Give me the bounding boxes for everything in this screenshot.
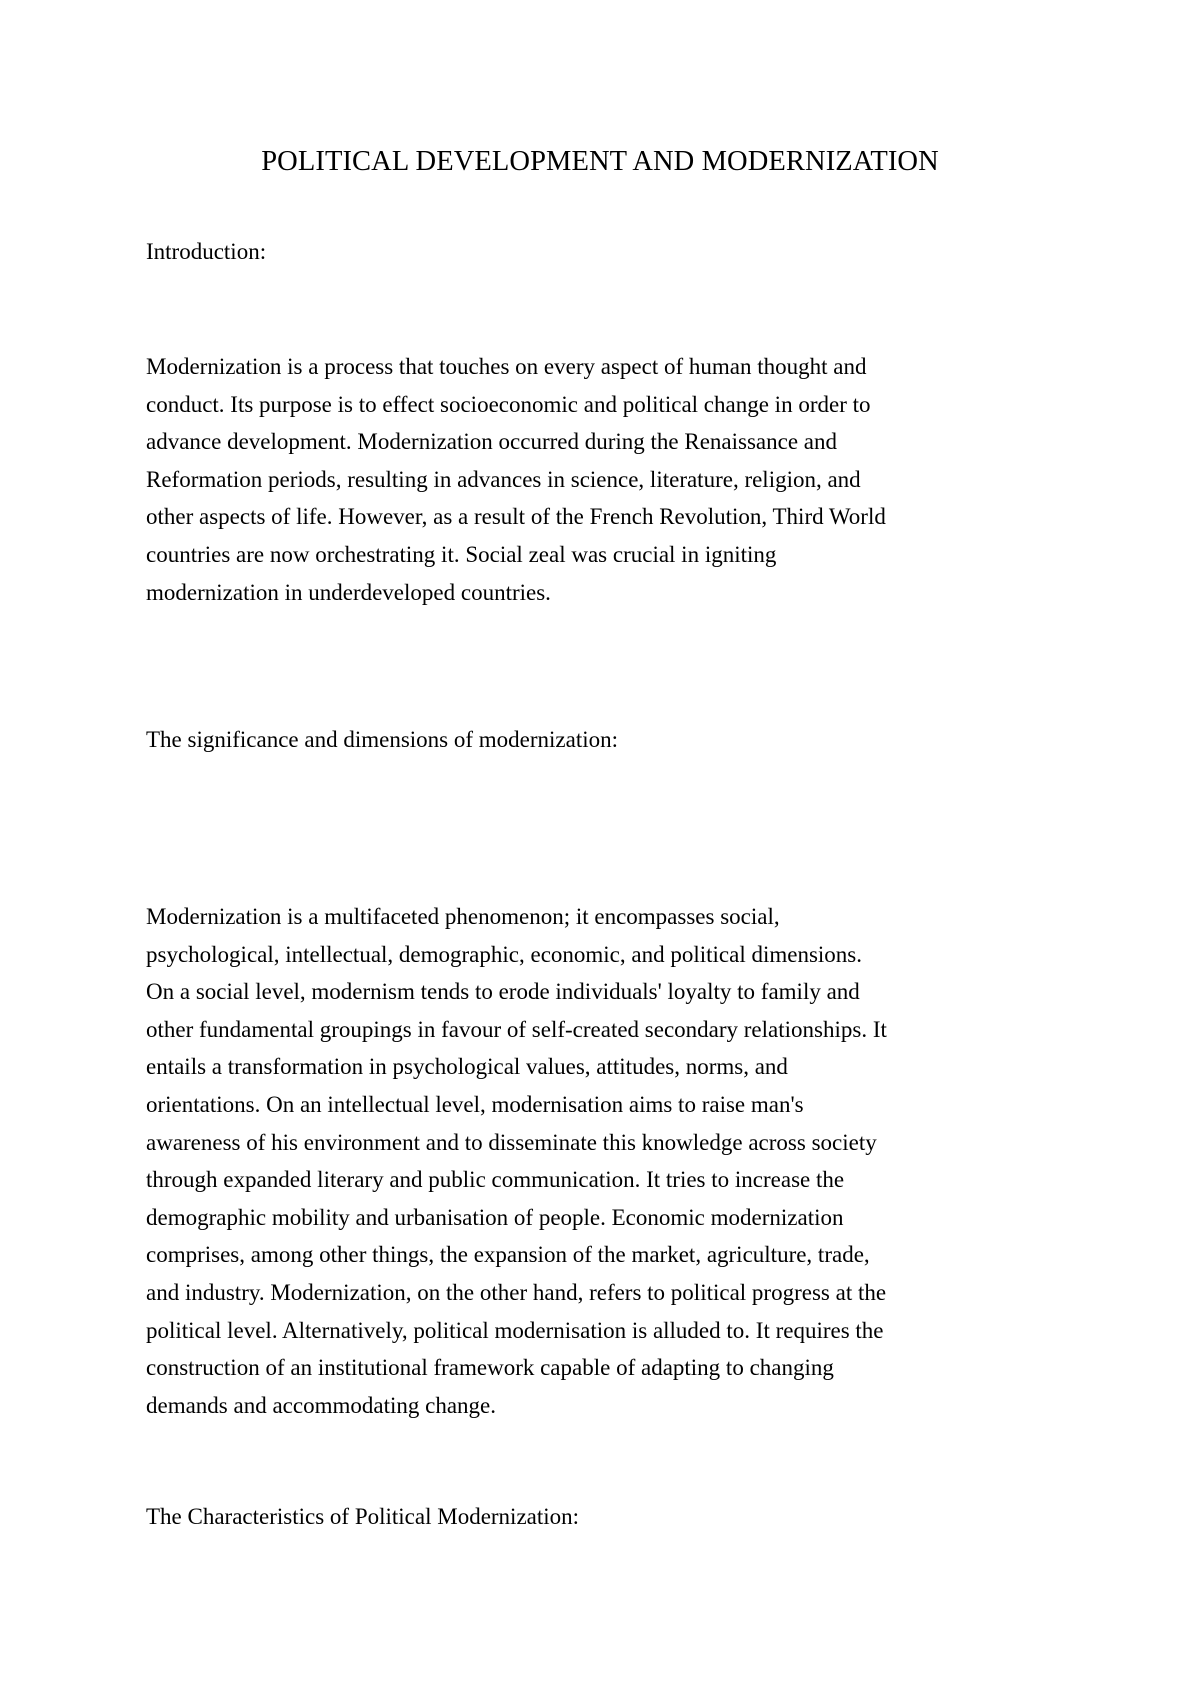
paragraph-line: entails a transformation in psychological values, attitudes, norms, and <box>146 1054 788 1080</box>
document-title: POLITICAL DEVELOPMENT AND MODERNIZATION <box>261 146 939 177</box>
paragraph-line: political level. Alternatively, political modernisation is alluded to. It requires the <box>146 1317 884 1343</box>
paragraph-line: Modernization is a process that touches on every aspect of human thought and <box>146 354 867 379</box>
paragraph-line: demographic mobility and urbanisation of people. Economic modernization <box>146 1204 844 1230</box>
paragraph-line: other fundamental groupings in favour of self-created secondary relationships. It <box>146 1016 887 1042</box>
paragraph-line: Reformation periods, resulting in advances in science, literature, religion, and <box>146 466 861 492</box>
paragraph-introduction <box>146 348 1076 611</box>
paragraph-line: comprises, among other things, the expansion of the market, agriculture, trade, <box>146 1242 870 1268</box>
paragraph-line: construction of an institutional framework capable of adapting to changing <box>146 1355 834 1381</box>
paragraph-line: conduct. Its purpose is to effect socioeconomic and political change in order to <box>146 391 871 417</box>
paragraph-line: other aspects of life. However, as a result of the French Revolution, Third World <box>146 504 886 530</box>
paragraph-line: countries are now orchestrating it. Social zeal was crucial in igniting <box>146 541 777 567</box>
paragraph-significance <box>146 898 1076 1424</box>
paragraph-line: Modernization is a multifaceted phenomenon; it encompasses social, <box>146 904 780 929</box>
paragraph-line: through expanded literary and public communication. It tries to increase the <box>146 1167 845 1193</box>
paragraph-line: On a social level, modernism tends to erode individuals' loyalty to family and <box>146 979 860 1005</box>
paragraph-line: and industry. Modernization, on the other hand, refers to political progress at the <box>146 1279 887 1305</box>
paragraph-line: awareness of his environment and to disseminate this knowledge across society <box>146 1129 877 1155</box>
paragraph-line: advance development. Modernization occurred during the Renaissance and <box>146 429 838 455</box>
section-heading-introduction: Introduction: <box>146 239 267 264</box>
paragraph-line: demands and accommodating change. <box>146 1392 496 1418</box>
paragraph-line: psychological, intellectual, demographic, economic, and political dimensions. <box>146 941 862 967</box>
section-heading-characteristics: The Characteristics of Political Modernization: <box>146 1504 580 1529</box>
section-heading-significance: The significance and dimensions of modernization: <box>146 727 619 752</box>
paragraph-line: modernization in underdeveloped countries. <box>146 579 551 605</box>
paragraph-line: orientations. On an intellectual level, modernisation aims to raise man's <box>146 1091 804 1117</box>
